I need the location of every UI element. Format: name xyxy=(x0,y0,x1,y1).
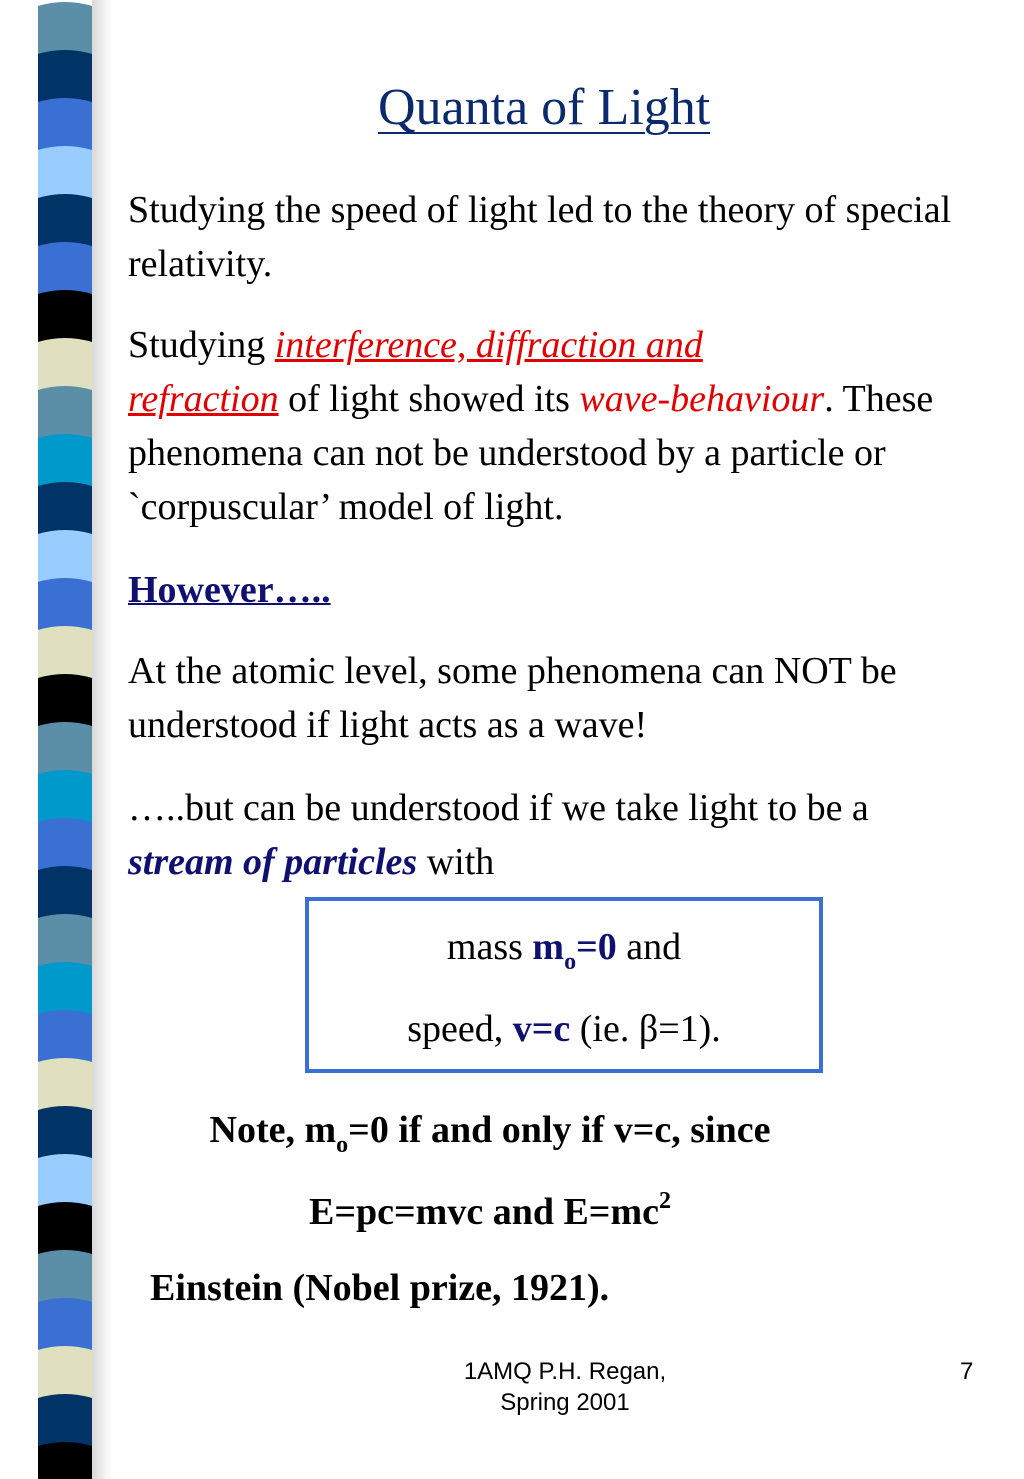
footer-author xyxy=(420,1356,710,1418)
footer-line1: 1AMQ P.H. Regan, xyxy=(463,1358,667,1385)
box-mass-symbol xyxy=(532,926,617,975)
box-speed-vc: v=c xyxy=(512,1008,571,1050)
box-mass-eq: =0 xyxy=(576,926,617,968)
note-line1-subscript: o xyxy=(336,1132,349,1158)
stripe-segment xyxy=(38,1440,92,1479)
note-equations xyxy=(110,1102,870,1240)
emphasis-interference-diffraction: interference, diffraction and xyxy=(274,324,703,366)
einstein-credit: Einstein (Nobel prize, 1921). xyxy=(150,1267,610,1309)
paragraph2-lead: Studying xyxy=(128,324,275,366)
emphasis-refraction: refraction xyxy=(128,378,279,420)
footer-line2: Spring 2001 xyxy=(500,1389,630,1416)
emphasis-stream-of-particles: stream of particles xyxy=(128,841,418,883)
box-mass-m: m xyxy=(532,926,565,968)
paragraph-stream-of-particles xyxy=(128,781,958,889)
note-line1-b: =0 if and only if v=c, since xyxy=(348,1109,771,1151)
emphasis-wave-behaviour: wave-behaviour xyxy=(579,378,825,420)
decorative-stripe-band xyxy=(38,0,92,1479)
mass-speed-box xyxy=(305,897,823,1073)
box-mass-lead: mass xyxy=(446,926,533,968)
box-mass-tail: and xyxy=(616,926,682,968)
box-speed-lead: speed, xyxy=(407,1008,513,1050)
box-speed-tail: (ie. β=1). xyxy=(570,1008,721,1050)
however-text: However….. xyxy=(128,569,331,611)
paragraph-atomic-level: At the atomic level, some phenomena can NOT be understood if light acts as a wave! xyxy=(128,650,897,746)
note-line2-a: E=pc=mvc and E=mc xyxy=(309,1191,659,1233)
stripe-shadow xyxy=(92,0,114,1479)
box-mass-subscript: o xyxy=(564,949,577,975)
page-number: 7 xyxy=(960,1358,974,1385)
note-line2-superscript: 2 xyxy=(658,1188,671,1214)
slide-title: Quanta of Light xyxy=(378,79,711,136)
however-heading xyxy=(128,563,988,617)
box-line-speed xyxy=(309,1007,819,1051)
paragraph2-tail: . These phenomena can not be understood by a particle or `corpuscular’ model of light. xyxy=(128,378,934,528)
paragraph2-mid: of light showed its xyxy=(278,378,580,420)
note-line1-a: Note, m xyxy=(209,1109,337,1151)
paragraph-special-relativity: Studying the speed of light led to the theory of special relativity. xyxy=(128,189,952,285)
box-line-mass xyxy=(309,925,819,976)
paragraph4-tail: with xyxy=(417,841,495,883)
paragraph-wave-behaviour xyxy=(128,318,988,534)
paragraph4-lead: …..but can be understood if we take light to be a xyxy=(128,787,869,829)
